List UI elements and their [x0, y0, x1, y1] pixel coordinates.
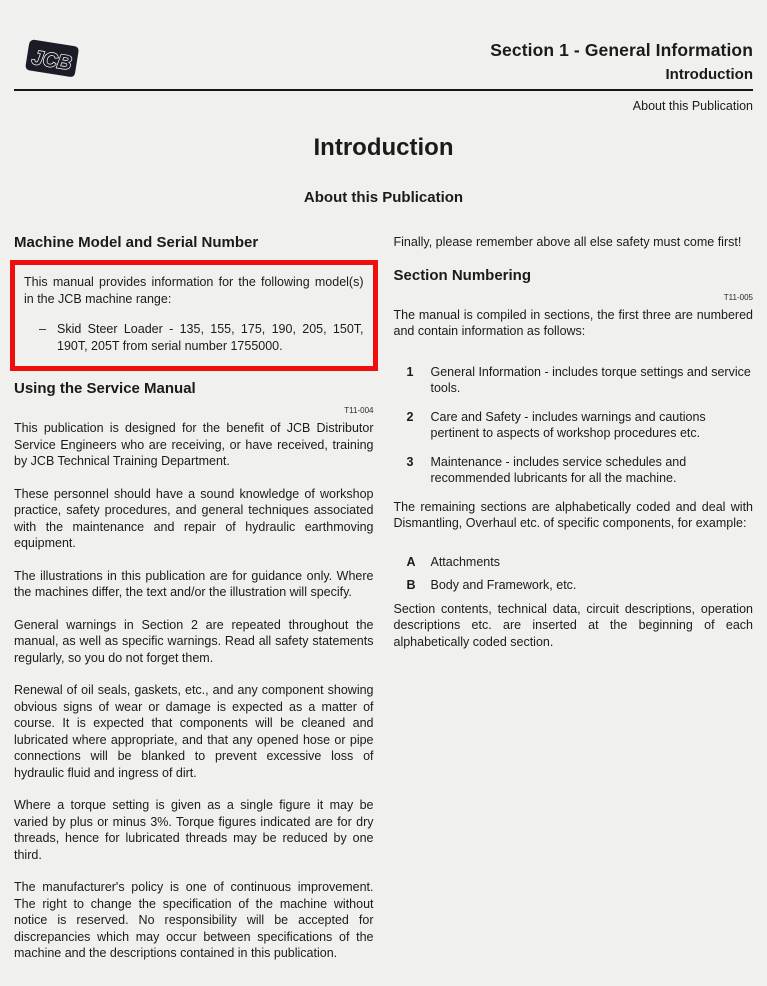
paragraph: These personnel should have a sound knowledge of workshop practice, safety procedures, and general techniques associated with the maintenance and repair of hydraulic earthmoving equipment.	[14, 486, 374, 550]
list-item-number: 2	[406, 409, 414, 424]
ref-code-t11-005: T11-005	[723, 292, 753, 302]
jcb-logo-icon	[18, 34, 88, 84]
right-column	[394, 234, 754, 978]
paragraph: The manufacturer's policy is one of continuous improvement. The right to change the specification of the machine without notice is reserved. No responsibility will be accepted for discrepancies which may occur between specifications of the machine and the descriptions contained in this publication.	[14, 880, 374, 960]
page-header	[14, 34, 753, 84]
list-item-number: 3	[406, 454, 414, 469]
header-section-subtitle: Introduction	[665, 66, 753, 83]
paragraph: This publication is designed for the benefit of JCB Distributor Service Engineers who are receiving, or have received, training by JCB Technical Training Department.	[14, 421, 374, 468]
closing-paragraph: Section contents, technical data, circuit descriptions, operation descriptions etc. are inserted at the beginning of each alphabetically coded section.	[393, 601, 753, 649]
list-item-letter: A	[406, 554, 416, 569]
paragraph: The illustrations in this publication are for guidance only. Where the machines differ, the text and/or the illustration will specify.	[14, 568, 374, 599]
paragraph: General warnings in Section 2 are repeated throughout the manual, as well as specific warnings. Read all safety statements regularly, so you do not forget them.	[14, 617, 374, 665]
alpha-section-list	[394, 554, 754, 594]
list-item-text: Attachments	[430, 554, 500, 569]
jcb-logo	[18, 34, 88, 84]
heading-using-manual: Using the Service Manual	[14, 380, 196, 397]
list-item-text: Maintenance - includes service schedules and recommended lubricants for all the machine.	[430, 454, 687, 485]
model-list-text: Skid Steer Loader - 135, 155, 175, 190, 205, 150T, 190T, 205T from serial number 1755000.	[57, 322, 364, 353]
list-item-number: 1	[406, 364, 414, 379]
header-titles	[490, 40, 753, 83]
list-item	[394, 577, 754, 594]
highlight-box	[10, 260, 378, 371]
breadcrumb: About this Publication	[632, 99, 753, 113]
safety-note: Finally, please remember above all else safety must come first!	[393, 235, 742, 249]
list-item-text: Body and Framework, etc.	[430, 578, 577, 592]
content-columns	[14, 234, 753, 978]
list-item-text: Care and Safety - includes warnings and cautions pertinent to aspects of workshop procedures etc.	[430, 409, 706, 440]
model-list-item	[24, 321, 364, 354]
heading-machine-model: Machine Model and Serial Number	[14, 234, 259, 251]
paragraph: Where a torque setting is given as a single figure it may be varied by plus or minus 3%. Torque figures indicated are for dry threads, hence for lubricated threads may be reduced by one third.	[14, 798, 374, 862]
numbered-section-list	[394, 364, 754, 487]
list-item-text: General Information - includes torque settings and service tools.	[430, 364, 751, 395]
header-section-title: Section 1 - General Information	[490, 40, 753, 60]
highlight-box-intro: This manual provides information for the following model(s) in the JCB machine range:	[24, 275, 364, 306]
left-column	[14, 234, 374, 978]
page-title: Introduction	[313, 134, 454, 161]
list-item	[394, 554, 754, 571]
page-subtitle: About this Publication	[303, 189, 464, 206]
dash-bullet: –	[39, 322, 46, 336]
list-item-letter: B	[406, 578, 416, 592]
list-item	[394, 409, 754, 442]
header-rule	[14, 89, 753, 91]
numbering-lead: The manual is compiled in sections, the first three are numbered and contain information as follows:	[393, 307, 753, 338]
ref-code-t11-004: T11-004	[344, 406, 374, 415]
heading-section-numbering: Section Numbering	[393, 266, 532, 284]
alpha-intro: The remaining sections are alphabetically coded and deal with Dismantling, Overhaul etc. of specific components, for example:	[393, 499, 753, 530]
jcb-logo-text: JCB	[30, 46, 74, 75]
paragraph: Renewal of oil seals, gaskets, etc., and any component showing obvious signs of wear or damage is expected as a matter of course. It is expected that components will be cleaned and lubricated where appropriate, and that any opened hose or pipe connections will be blanked to prevent excessive loss of hydraulic fluid and ingress of dirt.	[14, 683, 374, 780]
list-item	[394, 364, 754, 397]
list-item	[394, 454, 754, 487]
